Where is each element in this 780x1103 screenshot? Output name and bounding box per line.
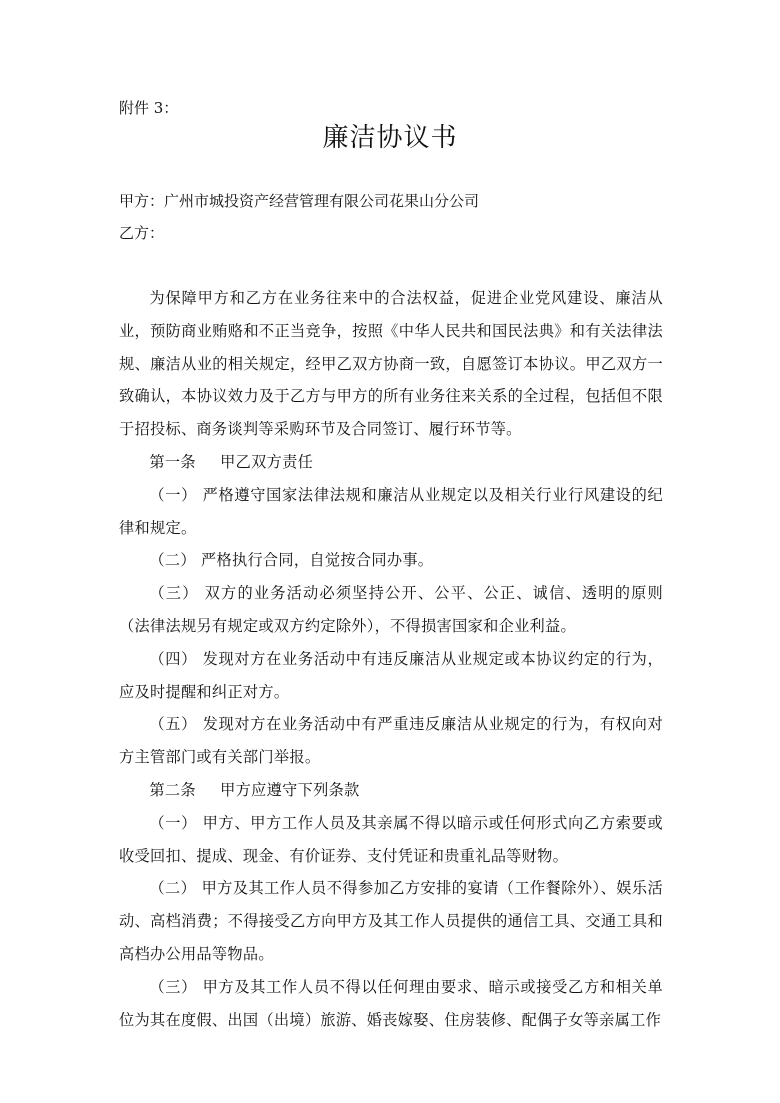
article-2-item: （二） 甲方及其工作人员不得参加乙方安排的宴请（工作餐除外）、娱乐活动、高档消费；不得接受乙方向甲方及其工作人员提供的通信工具、交通工具和高档办公用品等物品。 (119, 879, 663, 963)
article-2-heading (119, 774, 663, 807)
attachment-label: 附件 3： (119, 99, 179, 117)
party-b-line: 乙方： (119, 224, 165, 242)
article-1-title: 甲乙双方责任 (220, 452, 314, 471)
article-2-item: （三） 甲方及其工作人员不得以任何理由要求、暗示或接受乙方和相关单位为其在度假、出国（出境）旅游、婚丧嫁娶、住房装修、配偶子女等亲属工作 (119, 977, 663, 1029)
agreement-body (119, 282, 663, 1036)
article-1-number: 第一条 (149, 452, 196, 471)
document-title: 廉洁协议书 (322, 123, 458, 153)
article-2-number: 第二条 (149, 780, 196, 799)
article-1-item: （五） 发现对方在业务活动中有严重违反廉洁从业规定的行为，有权向对方主管部门或有关部门举报。 (119, 715, 663, 767)
party-a-line: 甲方：广州市城投资产经营管理有限公司花果山分公司 (119, 192, 480, 210)
article-1-item: （一） 严格遵守国家法律法规和廉洁从业规定以及相关行业行风建设的纪律和规定。 (119, 485, 663, 537)
preamble-paragraph: 为保障甲方和乙方在业务往来中的合法权益，促进企业党风建设、廉洁从业，预防商业贿赂和不正当竞争，按照《中华人民共和国民法典》和有关法律法规、廉洁从业的相关规定，经甲乙双方协商一致，自愿签订本协议。甲乙双方一致确认，本协议效力及于乙方与甲方的所有业务往来关系的全过程，包括但不限于招投标、商务谈判等采购环节及合同签订、履行环节等。 (119, 289, 663, 439)
article-2-item: （一） 甲方、甲方工作人员及其亲属不得以暗示或任何形式向乙方索要或收受回扣、提成、现金、有价证券、支付凭证和贵重礼品等财物。 (119, 813, 663, 865)
article-1-item: （二） 严格执行合同，自觉按合同办事。 (149, 551, 434, 570)
article-2-title: 甲方应遵守下列条款 (220, 780, 360, 799)
article-1-item: （四） 发现对方在业务活动中有违反廉洁从业规定或本协议约定的行为，应及时提醒和纠正对方。 (119, 649, 663, 701)
article-1-item: （三） 双方的业务活动必须坚持公开、公平、公正、诚信、透明的原则（法律法规另有规定或双方约定除外），不得损害国家和企业利益。 (119, 584, 663, 635)
article-1-heading (119, 446, 663, 479)
